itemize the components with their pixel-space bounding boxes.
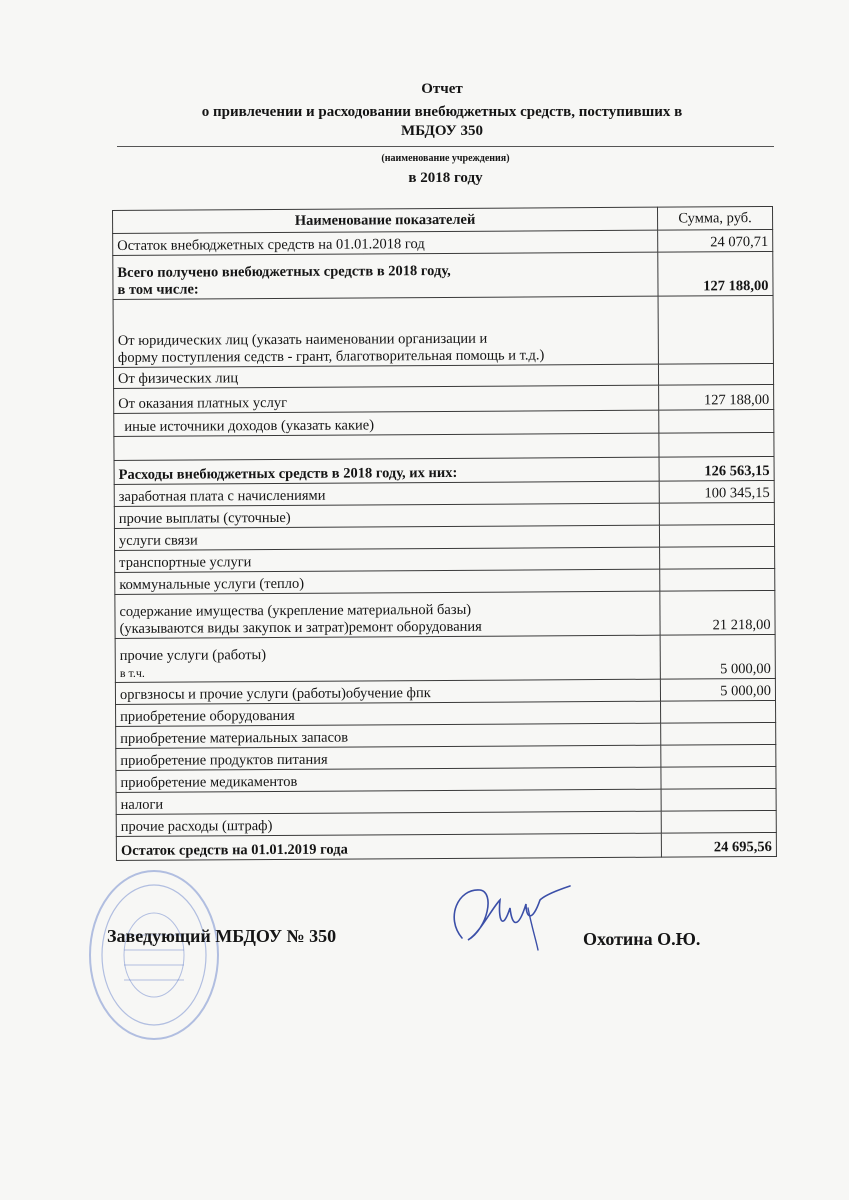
- table-row: оргвзносы и прочие услуги (работы)обучение фпк 5 000,00: [115, 678, 775, 704]
- table-row: иные источники доходов (указать какие): [114, 409, 774, 436]
- report-header: [100, 80, 784, 141]
- round-stamp-icon: [84, 865, 220, 1045]
- table-row: приобретение материальных запасов: [116, 722, 776, 748]
- report-year: в 2018 году: [408, 170, 483, 186]
- table-row: налоги: [116, 788, 776, 814]
- table-row: приобретение медикаментов: [116, 766, 776, 792]
- report-subtitle: о привлечении и расходовании внебюджетных средств, поступивших в: [201, 104, 683, 120]
- institution-caption: (наименование учреждения): [381, 153, 510, 164]
- table-row: От юридических лиц (указать наименовании организации и форму поступления седств - грант, благотворительная помощь и т.д.): [113, 295, 773, 367]
- table-row: содержание имущества (укрепление материальной базы) (указываются виды закупок и затрат)ремонт оборудования 21 218,00: [115, 590, 775, 638]
- signature-name: Охотина О.Ю.: [583, 929, 701, 949]
- table-row: прочие расходы (штраф): [116, 810, 776, 836]
- table-row: прочие выплаты (суточные): [114, 502, 774, 528]
- table-row: От оказания платных услуг 127 188,00: [114, 384, 774, 413]
- col-header-name: Наименование показателей: [113, 207, 658, 233]
- table-row: приобретение продуктов питания: [116, 744, 776, 770]
- table-row: заработная плата с начислениями 100 345,15: [114, 480, 774, 506]
- institution-underline: [117, 146, 774, 147]
- institution-name: МБДОУ 350: [401, 123, 483, 139]
- table-row: коммунальные услуги (тепло): [115, 568, 775, 594]
- table-row: От физических лиц: [113, 363, 773, 388]
- report-table: [112, 206, 777, 861]
- col-header-sum: Сумма, руб.: [657, 206, 772, 230]
- handwritten-signature-icon: [440, 878, 580, 958]
- table-row: транспортные услуги: [115, 546, 775, 572]
- table-row: Расходы внебюджетных средств в 2018 году, их них: 126 563,15: [114, 456, 774, 484]
- table-row: прочие услуги (работы) в т.ч. 5 000,00: [115, 634, 775, 682]
- signature-position: Заведующий МБДОУ № 350: [107, 926, 337, 946]
- table-row: Остаток средств на 01.01.2019 года 24 695,56: [116, 832, 776, 860]
- report-title: Отчет: [421, 81, 463, 97]
- table-row: приобретение оборудования: [116, 700, 776, 726]
- table-row: Остаток внебюджетных средств на 01.01.2018 год 24 070,71: [113, 229, 773, 255]
- table-row: Всего получено внебюджетных средств в 2018 году, в том числе: 127 188,00: [113, 251, 773, 299]
- table-row: услуги связи: [114, 524, 774, 550]
